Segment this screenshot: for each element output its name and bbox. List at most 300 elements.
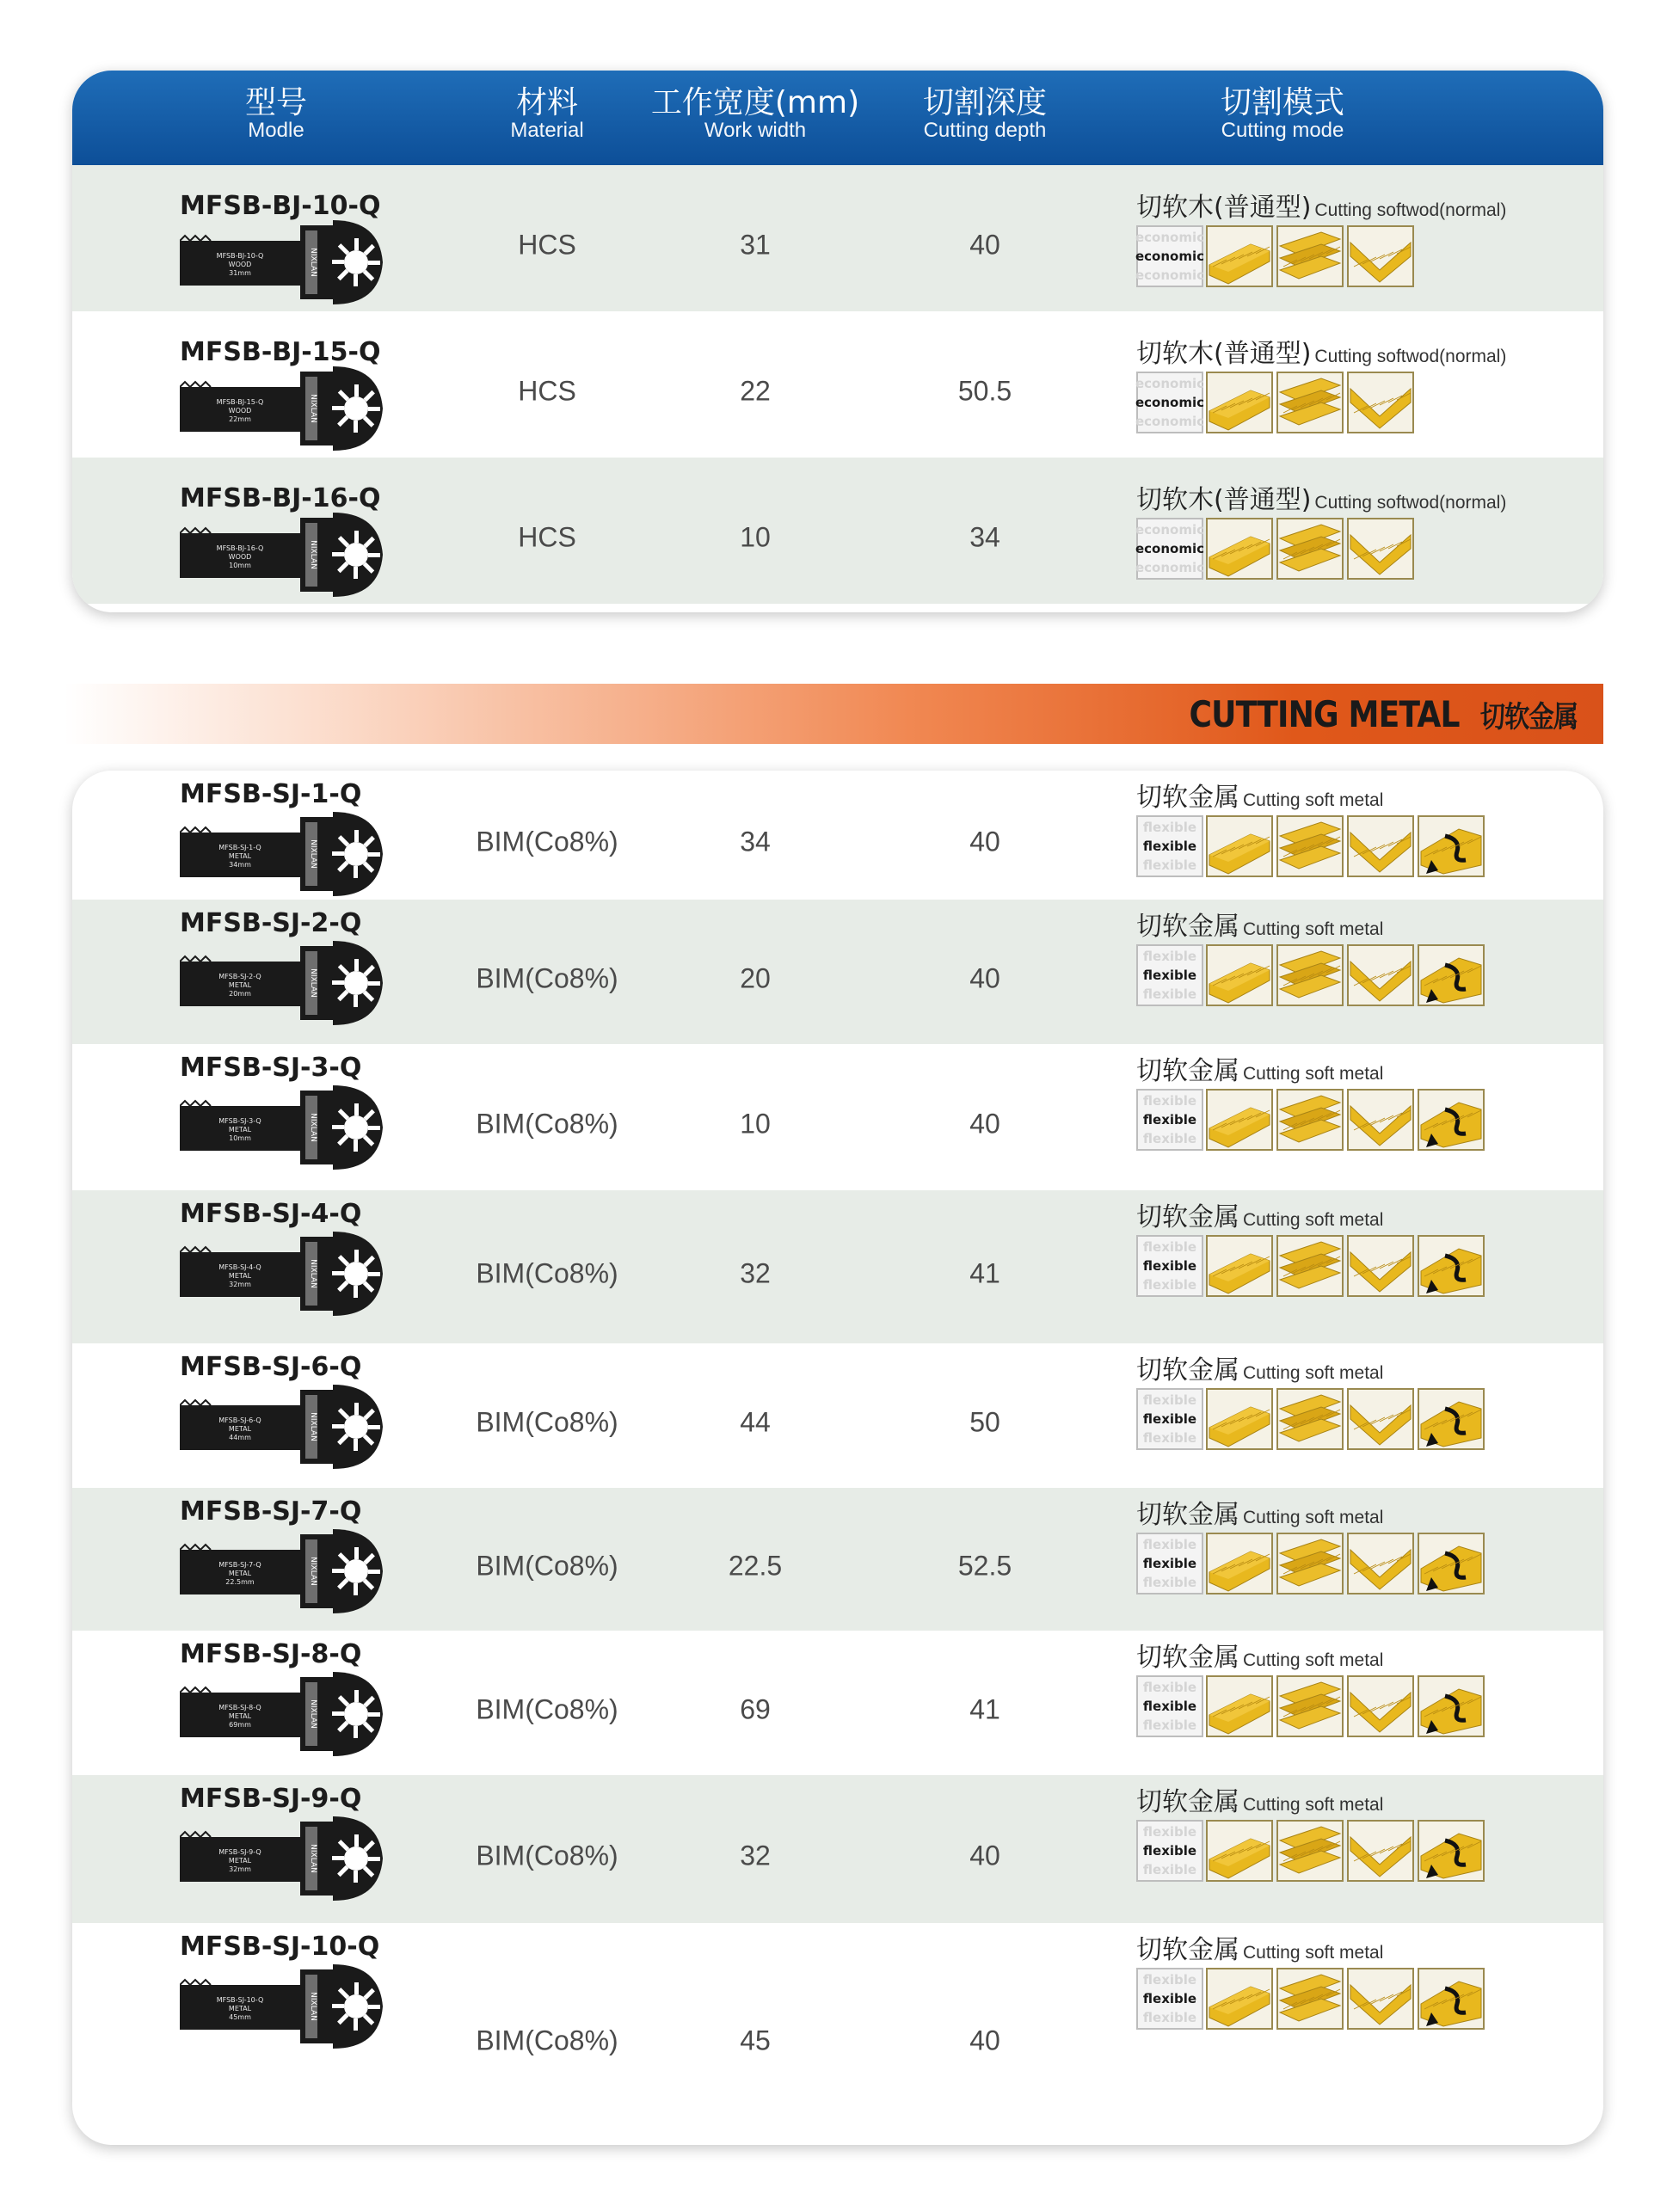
blade-mount-slot <box>368 1712 380 1717</box>
header-material-cn: 材料 <box>515 85 579 120</box>
blade-grade-text: economic <box>1135 249 1205 264</box>
wood-material-icon <box>1347 815 1414 877</box>
blade-label-text: MFSB-BJ-16-Q <box>216 544 264 552</box>
material-layered-icon <box>1278 817 1342 876</box>
cutting-mode-label <box>1136 905 1383 943</box>
blade-brand-text: NIXLAN <box>309 1992 317 2021</box>
model-name: MFSB-SJ-6-Q <box>180 1352 362 1382</box>
material-cell: BIM(Co8%) <box>476 1406 618 1438</box>
wood-material-icon <box>1347 944 1414 1006</box>
blade-grade-badge <box>1136 518 1203 580</box>
blade-mount-slot <box>354 421 358 433</box>
material-corner-icon <box>1349 519 1412 578</box>
wood-material-icon <box>1276 1388 1344 1450</box>
table-row <box>72 311 1603 458</box>
blade-grade-text: flexible <box>1142 1680 1197 1695</box>
blade-grade-text: economic <box>1135 376 1205 391</box>
blade-grade-badge <box>1136 372 1203 433</box>
blade-teeth <box>180 956 211 962</box>
blade-label-text: WOOD <box>228 553 252 561</box>
wood-material-icon <box>1347 1820 1414 1882</box>
material-layered-icon <box>1278 1534 1342 1593</box>
material-layered-icon <box>1278 1969 1342 2028</box>
cutting-mode-icons <box>1136 1968 1488 2030</box>
blade-mount-slot <box>368 553 380 557</box>
blade-mount-slot <box>332 1271 344 1275</box>
cutting-mode-icons <box>1136 1089 1488 1151</box>
blade-center-hole <box>344 396 368 421</box>
wood-material-icon <box>1347 1235 1414 1297</box>
material-board-icon <box>1208 373 1271 432</box>
blade-brand-text: NIXLAN <box>309 248 317 277</box>
blade-grade-text: flexible <box>1142 1131 1197 1146</box>
blade-label-text: MFSB-SJ-9-Q <box>218 1848 261 1856</box>
wood-material-icon <box>1206 1235 1273 1297</box>
material-layered-icon <box>1278 946 1342 1005</box>
saw-blade-image <box>180 1959 386 2054</box>
material-corner-icon <box>1349 946 1412 1005</box>
wood-material-icon <box>1418 815 1485 877</box>
wood-material-icon <box>1276 518 1344 580</box>
material-board-icon <box>1208 227 1271 286</box>
wood-material-icon <box>1347 1533 1414 1594</box>
material-board-icon <box>1208 1969 1271 2028</box>
material-curve-icon <box>1419 1822 1483 1880</box>
table-row <box>72 1190 1603 1343</box>
blade-mount-slot <box>354 384 359 396</box>
blade-center-hole <box>344 842 368 866</box>
saw-blade-image <box>180 1811 386 1906</box>
header-cutting-mode-en: Cutting mode <box>1221 119 1344 142</box>
blade-grade-badge <box>1136 1968 1203 2030</box>
blade-mount-slot <box>332 1711 344 1716</box>
wood-material-icon <box>1418 944 1485 1006</box>
blade-mount-slot <box>368 407 380 411</box>
cutting-mode-label <box>1136 776 1383 814</box>
material-corner-icon <box>1349 1091 1412 1149</box>
blade-grade-badge <box>1136 1675 1203 1737</box>
blade-label-text: MFSB-SJ-2-Q <box>218 973 261 980</box>
blade-mount-slot <box>354 1834 359 1846</box>
blade-mount-slot <box>332 1424 344 1429</box>
banner-title-cn: 切软金属 <box>1479 700 1578 734</box>
cutting-mode-cn: 切软金属 <box>1136 1355 1239 1386</box>
blade-grade-text: flexible <box>1142 1556 1197 1571</box>
work-width-cell: 22.5 <box>728 1550 783 1582</box>
blade-mount-slot <box>354 1103 359 1115</box>
cutting-mode-icons <box>1136 372 1418 433</box>
cutting-depth-cell: 41 <box>969 1257 1000 1289</box>
blade-label-text: 10mm <box>229 1134 251 1142</box>
material-corner-icon <box>1349 1677 1412 1736</box>
work-width-cell: 32 <box>740 1257 771 1289</box>
blade-label-text: METAL <box>228 981 252 989</box>
blade-label-text: 10mm <box>229 562 251 569</box>
blade-mount-slot <box>354 1871 358 1883</box>
model-name: MFSB-SJ-8-Q <box>180 1639 362 1669</box>
table-row <box>72 458 1603 604</box>
blade-grade-text: flexible <box>1142 1430 1197 1446</box>
cutting-mode-icons <box>1136 1533 1488 1594</box>
material-cell: HCS <box>518 229 576 261</box>
blade-label-text: MFSB-BJ-10-Q <box>216 252 264 260</box>
saw-blade-image <box>180 1080 386 1175</box>
wood-material-icon <box>1347 1968 1414 2030</box>
blade-center-hole <box>344 250 368 274</box>
blade-mount-slot <box>354 959 359 971</box>
blade-grade-text: flexible <box>1142 1824 1197 1840</box>
material-cell: BIM(Co8%) <box>476 1840 618 1871</box>
cutting-mode-en: Cutting soft metal <box>1243 1795 1384 1815</box>
work-width-cell: 22 <box>740 375 771 407</box>
material-curve-icon <box>1419 1534 1483 1593</box>
table-row <box>72 1775 1603 1923</box>
blade-mount-slot <box>354 1439 358 1451</box>
blade-mount-slot <box>368 1272 380 1276</box>
blade-grade-text: flexible <box>1142 1239 1197 1255</box>
blade-label-text: MFSB-BJ-15-Q <box>216 398 264 406</box>
saw-blade-image <box>180 1667 386 1761</box>
header-cutting-mode <box>1221 71 1344 165</box>
wood-material-icon <box>1276 1820 1344 1882</box>
cutting-mode-label <box>1136 478 1506 516</box>
wood-material-icon <box>1418 1968 1485 2030</box>
wood-material-icon <box>1276 1235 1344 1297</box>
blade-mount-slot <box>332 1856 344 1860</box>
blade-mount-slot <box>368 981 380 986</box>
model-name: MFSB-BJ-16-Q <box>180 483 381 513</box>
material-cell: HCS <box>518 521 576 553</box>
blade-teeth <box>180 528 211 533</box>
material-board-icon <box>1208 946 1271 1005</box>
material-curve-icon <box>1419 1091 1483 1149</box>
material-corner-icon <box>1349 227 1412 286</box>
blade-mount-slot <box>368 261 380 265</box>
blade-center-hole <box>344 1846 368 1871</box>
header-model-en: Modle <box>248 119 304 142</box>
header-cutting-depth-en: Cutting depth <box>923 119 1047 142</box>
material-layered-icon <box>1278 1390 1342 1448</box>
header-cutting-mode-cn: 切割模式 <box>1220 85 1345 120</box>
blade-mount-slot <box>354 238 359 250</box>
cutting-mode-label <box>1136 186 1506 224</box>
cutting-mode-en: Cutting soft metal <box>1243 1508 1384 1527</box>
blade-center-hole <box>344 971 368 995</box>
material-board-icon <box>1208 1237 1271 1295</box>
blade-label-text: MFSB-SJ-3-Q <box>218 1117 261 1125</box>
material-board-icon <box>1208 1534 1271 1593</box>
wood-material-icon <box>1276 372 1344 433</box>
material-curve-icon <box>1419 1677 1483 1736</box>
blade-grade-text: flexible <box>1142 839 1197 854</box>
wood-material-icon <box>1276 1968 1344 2030</box>
wood-material-icon <box>1206 1388 1273 1450</box>
blade-mount-slot <box>354 830 359 842</box>
wood-material-icon <box>1206 1533 1273 1594</box>
cutting-mode-cn: 切软金属 <box>1136 912 1239 942</box>
cutting-mode-label <box>1136 1049 1383 1087</box>
cutting-depth-cell: 34 <box>969 521 1000 553</box>
blade-mount-slot <box>368 1570 380 1574</box>
blade-grade-badge <box>1136 1820 1203 1882</box>
wood-material-icon <box>1206 518 1273 580</box>
cutting-mode-cn: 切软木(普通型) <box>1136 339 1312 369</box>
model-name: MFSB-SJ-3-Q <box>180 1053 362 1083</box>
cutting-mode-en: Cutting softwod(normal) <box>1314 493 1507 513</box>
model-name: MFSB-SJ-9-Q <box>180 1784 362 1814</box>
material-corner-icon <box>1349 817 1412 876</box>
wood-material-icon <box>1418 1388 1485 1450</box>
blade-grade-text: flexible <box>1142 1277 1197 1293</box>
cutting-mode-icons <box>1136 1675 1488 1737</box>
blade-label-text: METAL <box>228 1857 252 1865</box>
blade-mount-slot <box>332 406 344 410</box>
blade-label-text: MFSB-SJ-10-Q <box>216 1996 264 2004</box>
wood-material-icon <box>1276 1533 1344 1594</box>
blade-label-text: WOOD <box>228 261 252 268</box>
model-name: MFSB-BJ-15-Q <box>180 337 381 367</box>
blade-teeth <box>180 236 211 241</box>
model-name: MFSB-SJ-10-Q <box>180 1932 380 1962</box>
cutting-mode-cn: 切软金属 <box>1136 1643 1239 1673</box>
wood-material-icon <box>1347 1089 1414 1151</box>
blade-mount-slot <box>332 851 344 856</box>
table-row <box>72 1631 1603 1775</box>
material-layered-icon <box>1278 373 1342 432</box>
blade-mount-slot <box>354 1547 359 1559</box>
blade-teeth <box>180 827 211 833</box>
blade-grade-text: flexible <box>1142 1717 1197 1733</box>
blade-mount-slot <box>368 2005 380 2009</box>
blade-mount-slot <box>332 1125 344 1129</box>
blade-brand-text: NIXLAN <box>309 394 317 423</box>
table-row <box>72 1044 1603 1190</box>
material-cell: BIM(Co8%) <box>476 2025 618 2056</box>
cutting-mode-cn: 切软金属 <box>1136 1202 1239 1232</box>
cutting-mode-icons <box>1136 225 1418 287</box>
work-width-cell: 31 <box>740 229 771 261</box>
table-row <box>72 1488 1603 1631</box>
wood-material-icon <box>1206 1968 1273 2030</box>
saw-blade-image <box>180 507 386 602</box>
blade-mount-slot <box>368 1425 380 1429</box>
material-corner-icon <box>1349 1534 1412 1593</box>
work-width-cell: 69 <box>740 1693 771 1725</box>
cutting-mode-icons <box>1136 518 1418 580</box>
blade-mount-slot <box>354 531 359 543</box>
model-name: MFSB-SJ-2-Q <box>180 908 362 938</box>
blade-center-hole <box>344 1702 368 1726</box>
blade-mount-slot <box>332 2004 344 2008</box>
blade-grade-text: flexible <box>1142 820 1197 835</box>
blade-mount-slot <box>354 1286 358 1298</box>
material-board-icon <box>1208 1091 1271 1149</box>
blade-label-text: 32mm <box>229 1865 251 1873</box>
cutting-depth-cell: 40 <box>969 962 1000 994</box>
cutting-depth-cell: 40 <box>969 229 1000 261</box>
blade-mount-slot <box>354 274 358 286</box>
cutting-mode-icons <box>1136 815 1488 877</box>
blade-grade-text: flexible <box>1142 1843 1197 1859</box>
blade-grade-badge <box>1136 1388 1203 1450</box>
blade-mount-slot <box>332 552 344 556</box>
material-board-icon <box>1208 1822 1271 1880</box>
cutting-mode-en: Cutting soft metal <box>1243 1210 1384 1230</box>
blade-grade-text: flexible <box>1142 1862 1197 1877</box>
blade-mount-slot <box>354 866 358 878</box>
material-corner-icon <box>1349 373 1412 432</box>
blade-grade-badge <box>1136 225 1203 287</box>
header-material <box>510 71 583 165</box>
blade-brand-text: NIXLAN <box>309 1412 317 1441</box>
wood-material-icon <box>1206 1089 1273 1151</box>
blade-label-text: MFSB-SJ-4-Q <box>218 1263 261 1271</box>
wood-material-icon <box>1276 815 1344 877</box>
blade-mount-slot <box>354 1690 359 1702</box>
blade-grade-text: economic <box>1135 230 1205 245</box>
wood-material-icon <box>1418 1675 1485 1737</box>
work-width-cell: 10 <box>740 1108 771 1140</box>
header-material-en: Material <box>510 119 584 142</box>
header-work-width-en: Work width <box>704 119 807 142</box>
work-width-cell: 10 <box>740 521 771 553</box>
blade-mount-slot <box>354 1140 358 1152</box>
blade-grade-text: economic <box>1135 395 1205 410</box>
cutting-depth-cell: 50 <box>969 1406 1000 1438</box>
saw-blade-image <box>180 1524 386 1619</box>
wood-material-icon <box>1206 1675 1273 1737</box>
cutting-depth-cell: 40 <box>969 1840 1000 1871</box>
cutting-mode-en: Cutting softwod(normal) <box>1314 347 1507 366</box>
wood-material-icon <box>1347 518 1414 580</box>
table-row <box>72 1343 1603 1488</box>
blade-grade-text: economic <box>1135 522 1205 538</box>
wood-blade-table <box>72 71 1603 612</box>
blade-label-text: 34mm <box>229 861 251 869</box>
blade-grade-text: economic <box>1135 541 1205 556</box>
wood-material-icon <box>1276 1089 1344 1151</box>
cutting-mode-en: Cutting soft metal <box>1243 1943 1384 1963</box>
work-width-cell: 20 <box>740 962 771 994</box>
wood-material-icon <box>1206 815 1273 877</box>
wood-material-icon <box>1418 1533 1485 1594</box>
blade-mount-slot <box>354 1982 359 1994</box>
material-board-icon <box>1208 1390 1271 1448</box>
blade-label-text: METAL <box>228 1272 252 1280</box>
cutting-mode-en: Cutting soft metal <box>1243 1363 1384 1383</box>
cutting-mode-cn: 切软金属 <box>1136 1787 1239 1817</box>
material-corner-icon <box>1349 1822 1412 1880</box>
material-cell: HCS <box>518 375 576 407</box>
wood-material-icon <box>1206 372 1273 433</box>
blade-mount-slot <box>368 1857 380 1861</box>
blade-brand-text: NIXLAN <box>309 1259 317 1288</box>
cutting-mode-icons <box>1136 1820 1488 1882</box>
blade-mount-slot <box>354 995 358 1007</box>
banner-title <box>1189 691 1578 739</box>
saw-blade-image <box>180 936 386 1030</box>
work-width-cell: 45 <box>740 2025 771 2056</box>
wood-material-icon <box>1206 944 1273 1006</box>
material-corner-icon <box>1349 1969 1412 2028</box>
material-corner-icon <box>1349 1237 1412 1295</box>
blade-brand-text: NIXLAN <box>309 1557 317 1586</box>
blade-grade-text: flexible <box>1142 1392 1197 1408</box>
model-name: MFSB-SJ-4-Q <box>180 1199 362 1229</box>
work-width-cell: 44 <box>740 1406 771 1438</box>
material-curve-icon <box>1419 946 1483 1005</box>
material-cell: BIM(Co8%) <box>476 826 618 857</box>
material-cell: BIM(Co8%) <box>476 962 618 994</box>
blade-mount-slot <box>354 567 358 579</box>
wood-material-icon <box>1347 1675 1414 1737</box>
blade-brand-text: NIXLAN <box>309 968 317 998</box>
cutting-depth-cell: 40 <box>969 1108 1000 1140</box>
cutting-mode-cn: 切软金属 <box>1136 1935 1239 1965</box>
work-width-cell: 32 <box>740 1840 771 1871</box>
cutting-mode-en: Cutting softwod(normal) <box>1314 200 1507 220</box>
cutting-mode-en: Cutting soft metal <box>1243 1064 1384 1084</box>
cutting-depth-cell: 40 <box>969 2025 1000 2056</box>
saw-blade-image <box>180 1379 386 1474</box>
blade-label-text: MFSB-SJ-1-Q <box>218 844 261 851</box>
table-row <box>72 1923 1603 2145</box>
cutting-mode-cn: 切软木(普通型) <box>1136 485 1312 515</box>
header-model <box>245 71 307 165</box>
cutting-mode-en: Cutting soft metal <box>1243 1650 1384 1670</box>
material-curve-icon <box>1419 1390 1483 1448</box>
header-model-cn: 型号 <box>244 85 308 120</box>
blade-label-text: 22mm <box>229 415 251 423</box>
blade-label-text: METAL <box>228 852 252 860</box>
blade-grade-text: flexible <box>1142 857 1197 873</box>
blade-grade-text: flexible <box>1142 1991 1197 2006</box>
wood-material-icon <box>1276 225 1344 287</box>
blade-grade-text: flexible <box>1142 2010 1197 2025</box>
blade-center-hole <box>344 1115 368 1140</box>
wood-material-icon <box>1206 225 1273 287</box>
material-corner-icon <box>1349 1390 1412 1448</box>
material-board-icon <box>1208 519 1271 578</box>
material-layered-icon <box>1278 519 1342 578</box>
cutting-depth-cell: 50.5 <box>957 375 1012 407</box>
blade-label-text: METAL <box>228 1425 252 1433</box>
header-cutting-depth <box>923 71 1047 165</box>
blade-brand-text: NIXLAN <box>309 1844 317 1873</box>
blade-teeth <box>180 1980 211 1985</box>
blade-grade-badge <box>1136 1235 1203 1297</box>
blade-teeth <box>180 1101 211 1106</box>
cutting-mode-label <box>1136 332 1506 370</box>
blade-grade-badge <box>1136 815 1203 877</box>
cutting-mode-cn: 切软金属 <box>1136 783 1239 813</box>
blade-label-text: 31mm <box>229 269 251 277</box>
blade-label-text: 45mm <box>229 2013 251 2021</box>
blade-label-text: METAL <box>228 1126 252 1134</box>
table-header <box>72 71 1603 165</box>
blade-mount-slot <box>332 260 344 264</box>
wood-material-icon <box>1418 1820 1485 1882</box>
wood-material-icon <box>1347 1388 1414 1450</box>
blade-mount-slot <box>354 2018 358 2031</box>
blade-center-hole <box>344 1415 368 1439</box>
blade-grade-text: flexible <box>1142 1972 1197 1988</box>
blade-teeth <box>180 1832 211 1837</box>
model-name: MFSB-SJ-7-Q <box>180 1496 362 1527</box>
blade-mount-slot <box>354 1726 358 1738</box>
blade-label-text: 20mm <box>229 990 251 998</box>
blade-mount-slot <box>354 1403 359 1415</box>
